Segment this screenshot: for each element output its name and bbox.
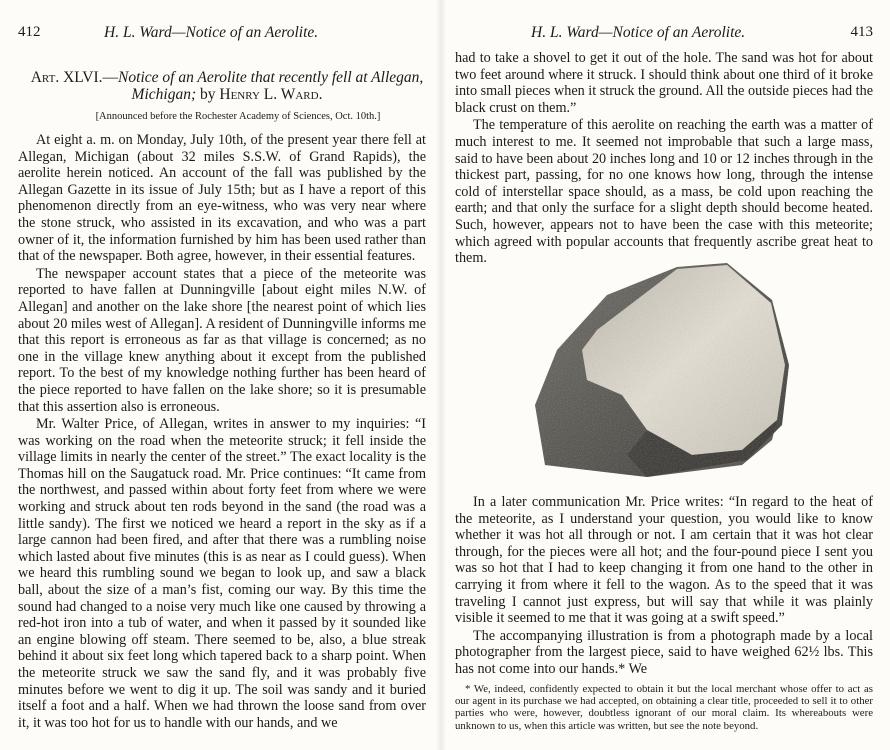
meteorite-illustration — [527, 255, 797, 480]
article-label: Art. XLVI.— — [30, 69, 119, 86]
left-page — [18, 0, 426, 750]
paragraph: Mr. Walter Price, of Allegan, writes in answer to my inquiries: “I was working on the road when the meteorite struck; it fell inside the village limits in nearly the center of the street.” The exact locality is the Thomas hill on the Saugatuck road. Mr. Price continues: “It came from the northwest, and passed within about forty feet from where we were working and struck about ten rods beyond in the sand (the road was a little sandy). The first we noticed we heard a report in the sky as if a large cannon had been fired, and after that there was a rumbling noise which lasted about five minutes (this is as near as I could guess). When we heard this rumbling sound we began to look up, and saw a black ball, about the size of a man’s fist, coming our way. By this time the sound had changed to a noise very much like one caused by throwing a red-hot iron into a tub of water, and when it passed by it sounded like an engine blowing off steam. There seemed to be, also, a blue streak behind it about six feet long which tapered back to a sharp point. When the meteorite struck we saw the sand fly, and it was probably five minutes before we went to dig it up. The soil was sandy and it buried itself a foot and a half. When we had thrown the loose sand from over it, it was too hot for us to handle with our hands, and we — [18, 416, 426, 731]
paragraph: The temperature of this aerolite on reaching the earth was a matter of much interest to me. It seemed not improbable that such a large mass, said to have been about 20 inches long and 10 or 12 inches through in the thickest part, passing, for no one knows how long, through the intense cold of interstellar space should, as a mass, be cold upon reaching the earth; and that only the surface for a slight depth should become heated. Such, however, appears not to have been the case with this meteorite; which agreed with popular accounts that frequently ascribe great heat to them. — [455, 117, 873, 267]
left-page-number: 412 — [18, 24, 41, 40]
paragraph: had to take a shovel to get it out of the hole. The sand was hot for about two feet around where it struck. I should think about one third of it broke into small pieces when it struck the ground. All the outside pieces had the black crust on them.” — [455, 50, 873, 116]
meteorite-photo — [527, 255, 797, 480]
left-running-title: H. L. Ward—Notice of an Aerolite. — [104, 24, 319, 41]
paragraph: The newspaper account states that a piece of the meteorite was reported to have fallen at Dunningville [about eight miles N.W. of Allegan] and another on the lake shore [the nearest point of which lies about 20 miles west of Allegan]. A resident of Dunningville informs me that this report is erroneous as far as that village is concerned; as no one in the village knew anything about it except from the published report. To the best of my knowledge nothing further has been heard of the piece reported to have fallen on the lake shore; so it is presumable that this assertion also is erroneous. — [18, 265, 426, 415]
right-running-title: H. L. Ward—Notice of an Aerolite. — [531, 24, 746, 41]
author-name: Henry L. Ward. — [219, 86, 323, 103]
footnote: * We, indeed, confidently expected to obtain it but the local merchant whose offer to act as our agent in its purchase we had accepted, on obtaining a clear title, proceeded to sell it to other parties who were, however, doubtless ignorant of our moral claim. Its whereabouts were unknown to us, when this article was written, but see the note beyond. — [455, 682, 873, 732]
article-title: Notice of an Aerolite that recently fell at Allegan, Michigan; — [118, 69, 424, 103]
left-body-text — [18, 132, 426, 732]
right-page-number: 413 — [850, 24, 873, 40]
byline-prefix: by — [200, 86, 216, 103]
left-running-head — [18, 24, 426, 44]
paragraph: In a later communication Mr. Price writes: “In regard to the heat of the meteorite, as I understand your question, you would like to know whether it was hot all through or not. I am certain that it was hot clear through, for the pieces were all hot; and the four-pound piece I sent you was so hot that I had to keep changing it from one hand to the other in carrying it from where it fell to the wagon. As to the speed that it was traveling I cannot just express, but will say that while it was plainly visible it seemed to me that it was going at a swift speed.” — [455, 494, 873, 627]
paragraph: At eight a. m. on Monday, July 10th, of the present year there fell at Allegan, Michigan (about 32 miles S.S.W. of Grand Rapids), the aerolite herein noticed. An account of the fall was published by the Allegan Gazette in its issue of July 15th; but as I have a report of this phenomenon directly from an eye-witness, who was very near where the stone struck, who assisted in its excavation, and who was a part owner of it, the information furnished by him has been used rather than that of the newspaper. Both agree, however, in their essential features. — [18, 132, 426, 265]
page-gutter — [436, 0, 446, 750]
right-running-head — [455, 24, 873, 44]
paragraph: The accompanying illustration is from a photograph made by a local photographer from the largest piece, said to have weighed 62½ lbs. This has not come into our hands.* We — [455, 627, 873, 677]
right-top-text — [455, 50, 873, 268]
right-bottom-text — [455, 494, 873, 732]
announcement-note: [Announced before the Rochester Academy of Sciences, Oct. 10th.] — [95, 111, 381, 122]
article-heading — [28, 69, 426, 103]
right-page — [455, 0, 873, 750]
